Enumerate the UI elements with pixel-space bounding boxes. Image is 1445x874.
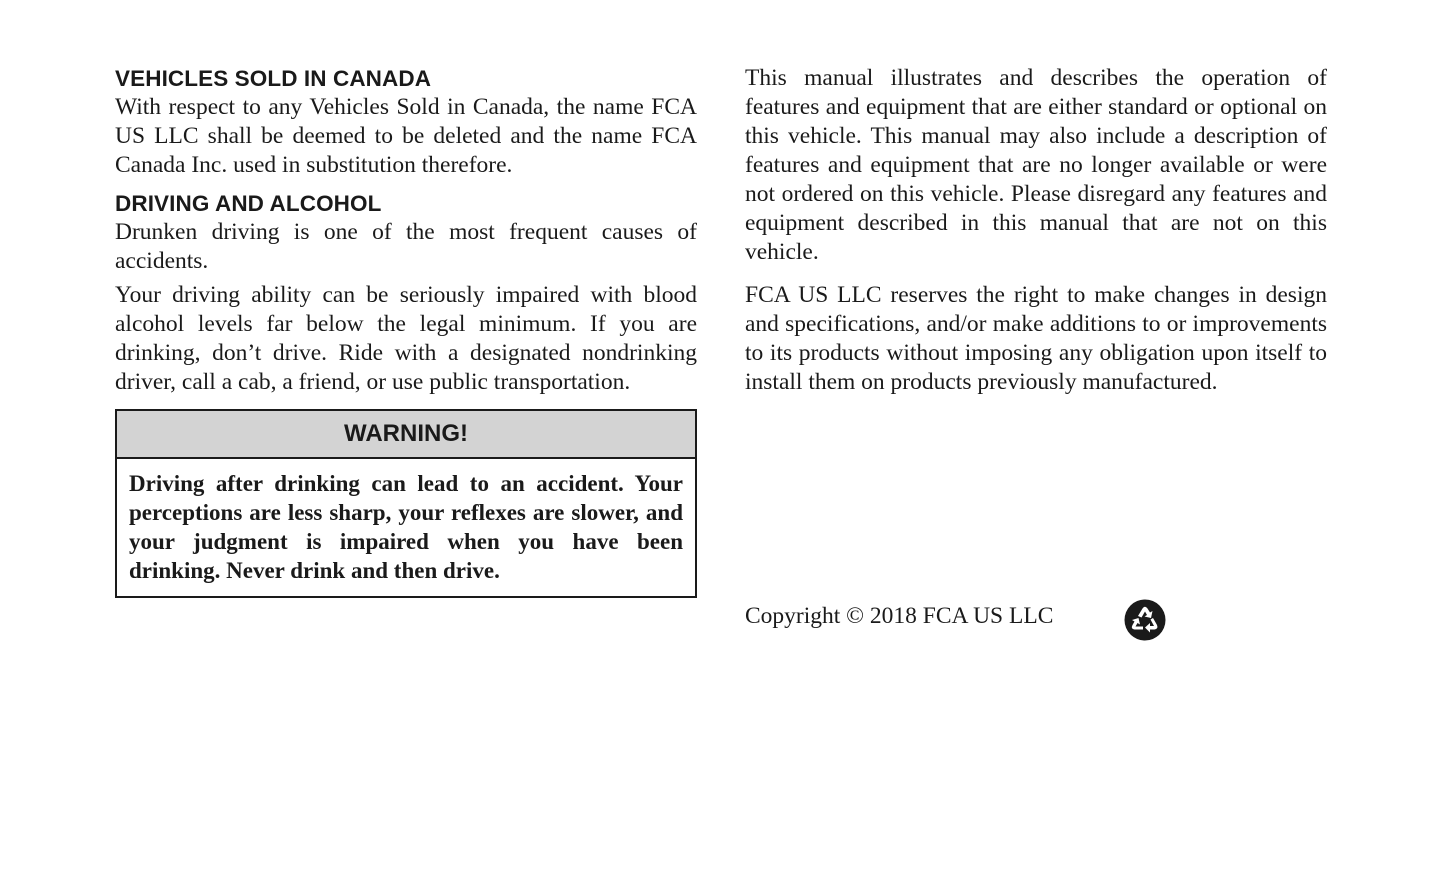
driving-and-alcohol-text-1: Drunken driving is one of the most frequent causes of accidents. bbox=[115, 219, 697, 274]
warning-box bbox=[115, 409, 697, 598]
right-column bbox=[745, 64, 1327, 397]
vehicles-sold-in-canada-heading: VEHICLES SOLD IN CANADA bbox=[115, 66, 432, 91]
copyright-row bbox=[745, 598, 1175, 642]
warning-text: Driving after drinking can lead to an accident. Your perceptions are less sharp, your reflexes are slower, and your judgment is impaired when you have been drinking. Never drink and then drive. bbox=[129, 471, 683, 583]
driving-and-alcohol-text-2: Your driving ability can be seriously impaired with blood alcohol levels far below the legal minimum. If you are drinking, don’t drive. Ride with a designated nondrinking driver, call a cab, a friend, or use public transportation. bbox=[115, 282, 697, 395]
copyright-text: Copyright © 2018 FCA US LLC bbox=[745, 603, 1054, 629]
warning-title: WARNING! bbox=[117, 411, 695, 459]
left-column bbox=[115, 64, 697, 598]
driving-and-alcohol-heading: DRIVING AND ALCOHOL bbox=[115, 191, 382, 216]
recycle-icon bbox=[1123, 598, 1167, 642]
reserves-right-text: FCA US LLC reserves the right to make changes in design and specifications, and/or make additions to or improvements to its products without imposing any obligation upon itself to install them on products previously manufactured. bbox=[745, 282, 1327, 395]
manual-description-text: This manual illustrates and describes the operation of features and equipment that are either standard or optional on this vehicle. This manual may also include a description of features and equipment that are no longer available or were not ordered on this vehicle. Please disregard any features and equipment described in this manual that are not on this vehicle. bbox=[745, 65, 1327, 265]
vehicles-sold-in-canada-text: With respect to any Vehicles Sold in Canada, the name FCA US LLC shall be deemed to be deleted and the name FCA Canada Inc. used in substitution therefore. bbox=[115, 94, 697, 178]
